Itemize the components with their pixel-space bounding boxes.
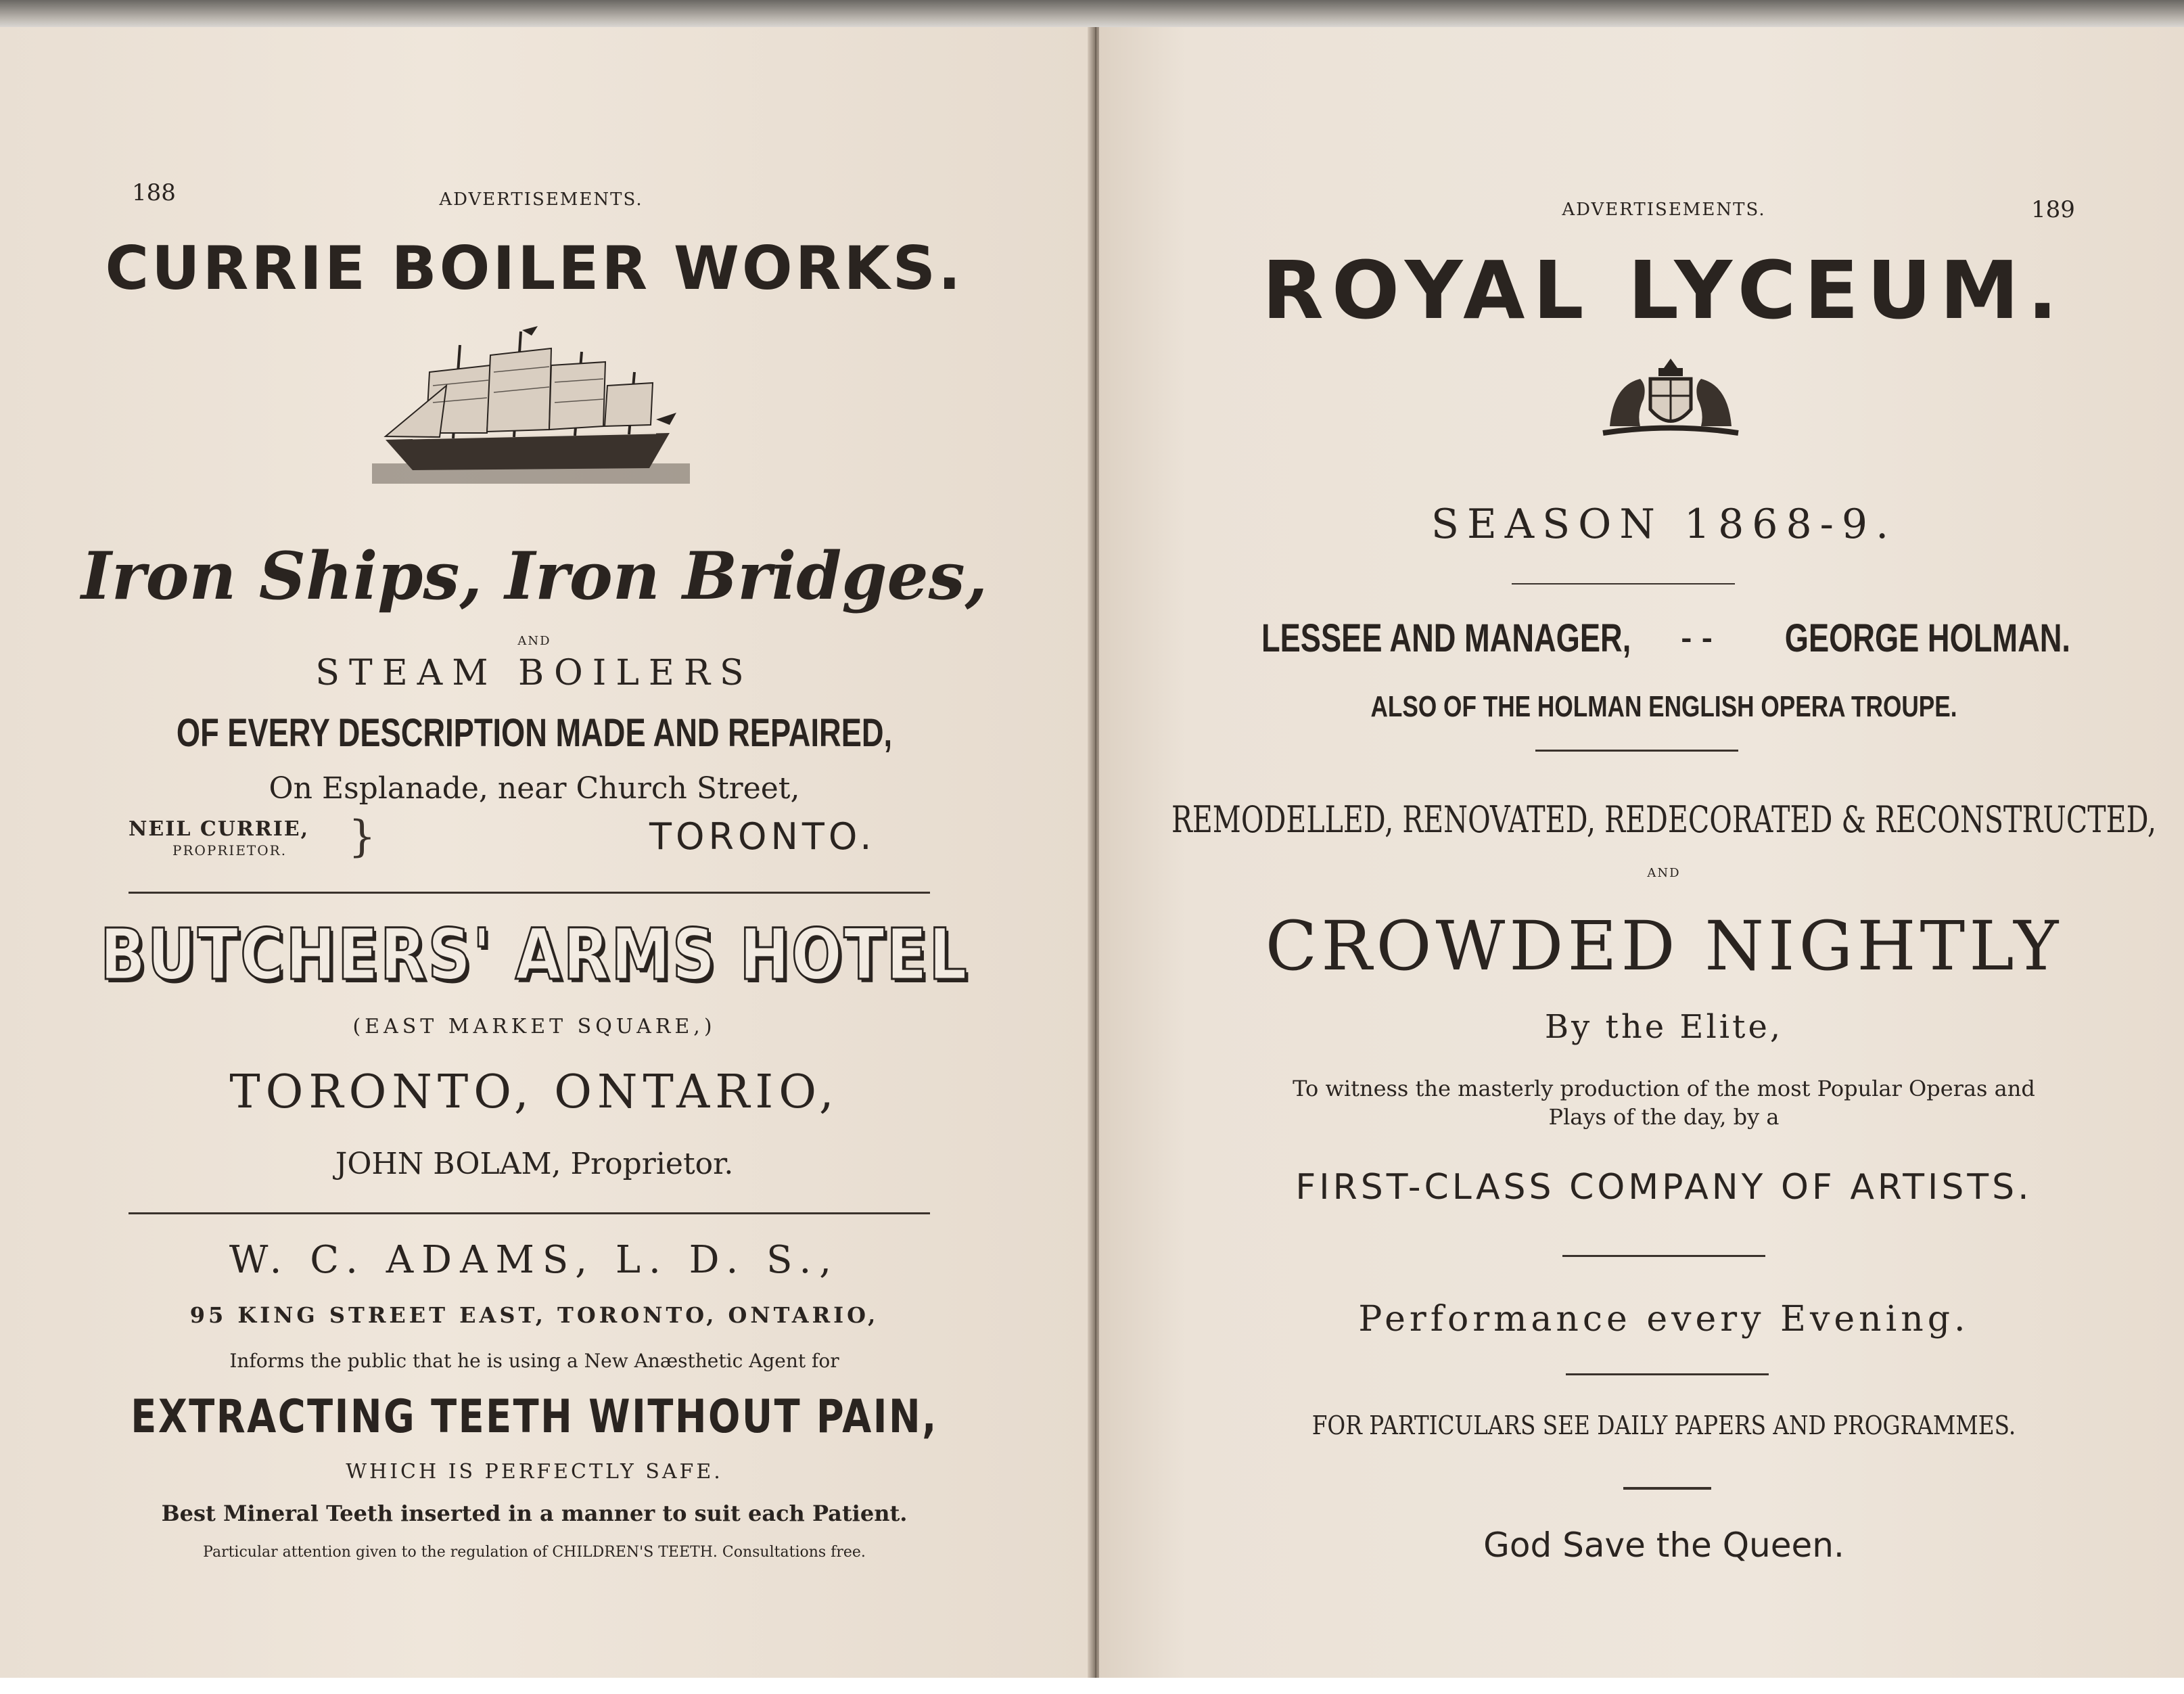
butchers-proprietor: JOHN BOLAM, Proprietor.: [335, 1147, 734, 1181]
adams-informs: Informs the public that he is using a New Anæsthetic Agent for: [229, 1350, 839, 1372]
steamship-illustration: [372, 318, 690, 494]
lyceum-title: ROYAL LYCEUM.: [1261, 244, 2066, 337]
lyceum-remodelled: REMODELLED, RENOVATED, REDECORATED & RECONSTRUCTED,: [1171, 798, 2157, 841]
lyceum-witness-2: Plays of the day, by a: [1548, 1104, 1780, 1130]
divider-rule: [1512, 583, 1735, 585]
currie-city: TORONTO.: [649, 815, 876, 858]
adams-mineral: Best Mineral Teeth inserted in a manner to suit each Patient.: [161, 1501, 908, 1526]
currie-proprietor-name: NEIL CURRIE,: [129, 817, 310, 841]
currie-and: AND: [517, 634, 551, 648]
divider-rule: [1562, 1255, 1765, 1257]
adams-address: 95 KING STREET EAST, TORONTO, ONTARIO,: [189, 1302, 879, 1328]
running-head-left: ADVERTISEMENTS.: [439, 189, 643, 210]
running-head-right: ADVERTISEMENTS.: [1562, 200, 1766, 220]
butchers-location: (EAST MARKET SQUARE,): [352, 1015, 716, 1038]
currie-subhead: STEAM BOILERS: [315, 653, 753, 693]
lyceum-and: AND: [1647, 866, 1681, 880]
adams-safe: WHICH IS PERFECTLY SAFE.: [346, 1460, 723, 1484]
book-spread: [0, 27, 2184, 1678]
currie-brace: }: [348, 812, 376, 862]
adams-title: W. C. ADAMS, L. D. S.,: [229, 1238, 840, 1282]
currie-description: OF EVERY DESCRIPTION MADE AND REPAIRED,: [176, 711, 893, 755]
lyceum-particulars: FOR PARTICULARS SEE DAILY PAPERS AND PROGRAMMES.: [1311, 1411, 2016, 1440]
lessee-dashes: - -: [1681, 622, 1713, 654]
currie-headline: Iron Ships, Iron Bridges,: [80, 538, 988, 614]
currie-address: On Esplanade, near Church Street,: [269, 771, 800, 806]
currie-title: CURRIE BOILER WORKS.: [105, 233, 964, 303]
right-page: [1099, 27, 2184, 1678]
lyceum-season: SEASON 1868-9.: [1431, 501, 1897, 548]
lyceum-performance: Performance every Evening.: [1358, 1299, 1970, 1340]
lyceum-witness-1: To witness the masterly production of the most Popular Operas and: [1293, 1076, 2035, 1101]
lyceum-crowded: CROWDED NIGHTLY: [1265, 907, 2063, 986]
lyceum-company: FIRST-CLASS COMPANY OF ARTISTS.: [1295, 1167, 2032, 1208]
divider-rule: [1535, 750, 1738, 752]
adams-attention: Particular attention given to the regulation of CHILDREN'S TEETH. Consultations free.: [203, 1544, 866, 1561]
lyceum-elite: By the Elite,: [1544, 1008, 1784, 1046]
lessee-label: LESSEE AND MANAGER,: [1261, 616, 1631, 660]
divider-rule: [1566, 1373, 1769, 1375]
lessee-name-text: GEORGE HOLMAN.: [1784, 616, 2070, 660]
page-number-right: 189: [2031, 196, 2075, 223]
adams-headline: EXTRACTING TEETH WITHOUT PAIN,: [131, 1390, 938, 1444]
lessee-also: ALSO OF THE HOLMAN ENGLISH OPERA TROUPE.: [1370, 690, 1957, 723]
left-page: [0, 27, 1092, 1678]
butchers-city: TORONTO, ONTARIO,: [229, 1066, 839, 1119]
divider-rule: [129, 1212, 930, 1214]
divider-rule: [129, 892, 930, 894]
royal-coat-of-arms-icon: [1596, 352, 1745, 449]
divider-rule: [1623, 1487, 1711, 1490]
lyceum-closing: God Save the Queen.: [1483, 1526, 1844, 1565]
page-number-left: 188: [132, 179, 176, 206]
butchers-title: BUTCHERS' ARMS HOTEL: [99, 913, 969, 996]
currie-proprietor-title: PROPRIETOR.: [172, 842, 287, 859]
